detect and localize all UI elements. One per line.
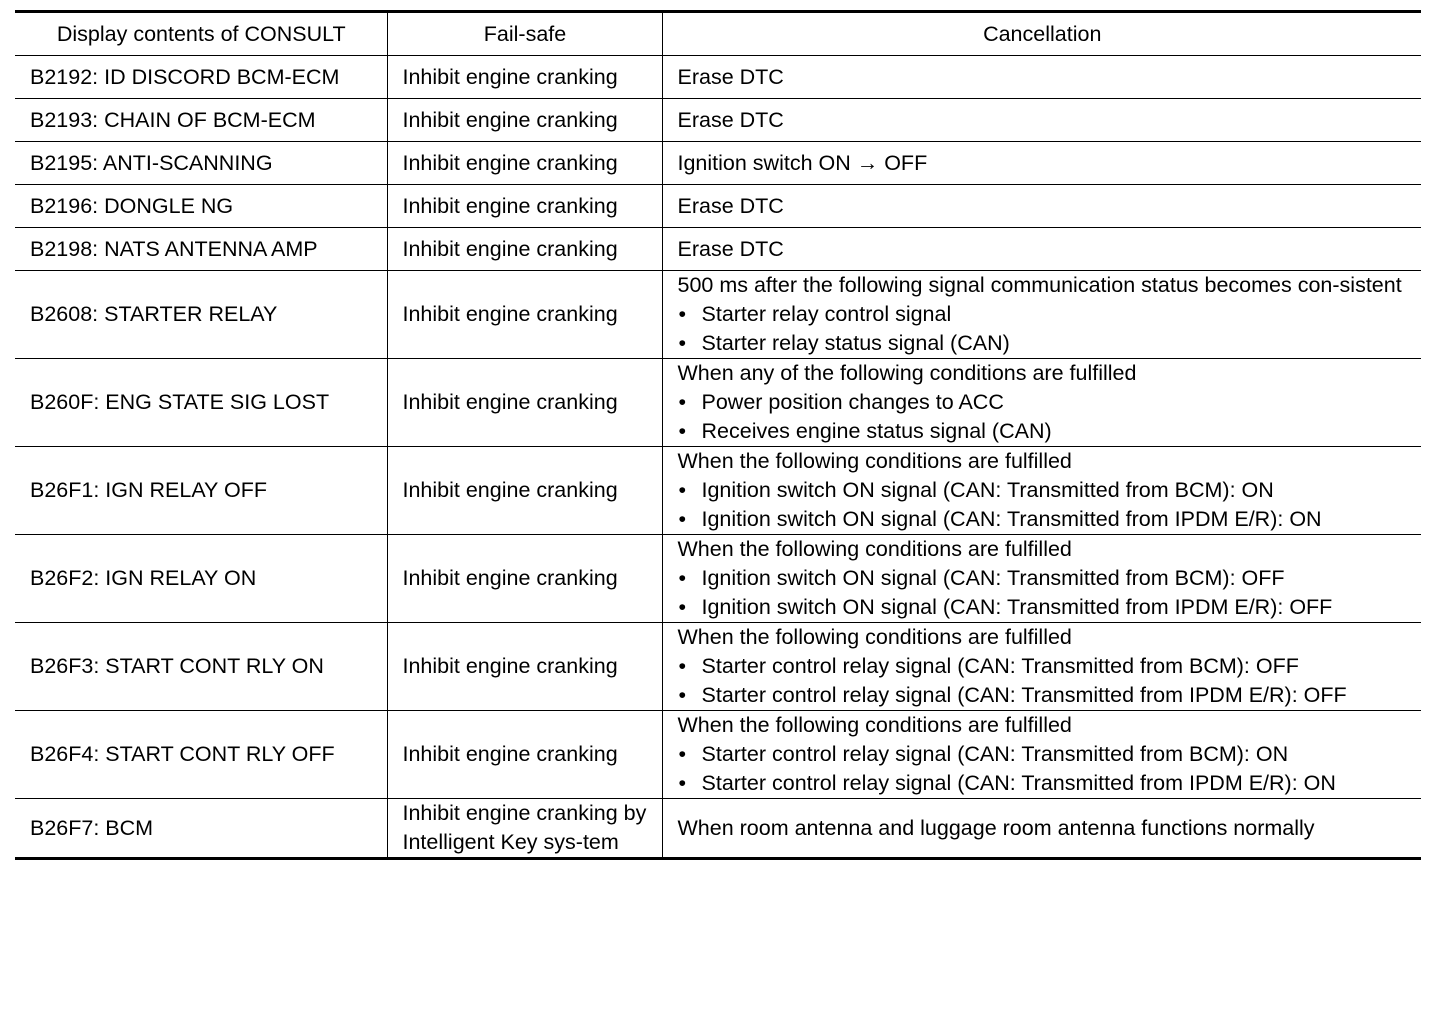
- fail-safe-cell: Inhibit engine cranking: [387, 359, 662, 447]
- table-row: [15, 56, 1421, 99]
- cancellation-cell: [662, 711, 1421, 799]
- cancellation-text: Erase DTC: [677, 193, 784, 218]
- cancellation-conditions-list: [678, 388, 1408, 446]
- fail-safe-cell: Inhibit engine cranking: [387, 185, 662, 228]
- cancellation-cell: [662, 185, 1421, 228]
- dtc-display-cell: B26F3: START CONT RLY ON: [15, 623, 387, 711]
- fail-safe-cell: Inhibit engine cranking: [387, 56, 662, 99]
- cancellation-cell: [662, 228, 1421, 271]
- cancellation-conditions-list: [678, 564, 1408, 622]
- cancellation-text: Ignition switch ON → OFF: [677, 150, 928, 175]
- cancellation-condition-item: • Ignition switch ON signal (CAN: Transmitted from BCM): ON: [678, 476, 1408, 505]
- cancellation-condition-item: • Receives engine status signal (CAN): [678, 417, 1408, 446]
- fail-safe-cell: Inhibit engine cranking: [387, 711, 662, 799]
- table-row: [15, 359, 1421, 447]
- cancellation-condition-item: • Ignition switch ON signal (CAN: Transmitted from IPDM E/R): OFF: [678, 593, 1408, 622]
- cancellation-text: When the following conditions are fulfilled: [677, 625, 1072, 649]
- cancellation-text: When the following conditions are fulfilled: [677, 537, 1072, 561]
- table-row: [15, 447, 1421, 535]
- table-row: [15, 185, 1421, 228]
- dtc-display-cell: B26F4: START CONT RLY OFF: [15, 711, 387, 799]
- dtc-display-cell: B2195: ANTI-SCANNING: [15, 142, 387, 185]
- fail-safe-cell: Inhibit engine cranking: [387, 535, 662, 623]
- cancellation-condition-item: • Ignition switch ON signal (CAN: Transmitted from IPDM E/R): ON: [678, 505, 1408, 534]
- fail-safe-cell: Inhibit engine cranking: [387, 447, 662, 535]
- cancellation-condition-item: • Starter relay status signal (CAN): [678, 329, 1408, 358]
- cancellation-condition-item: • Starter control relay signal (CAN: Transmitted from BCM): ON: [678, 740, 1408, 769]
- cancellation-cell: [662, 447, 1421, 535]
- table-row: [15, 228, 1421, 271]
- cancellation-cell: [662, 535, 1421, 623]
- dtc-display-cell: B2196: DONGLE NG: [15, 185, 387, 228]
- cancellation-cell: [662, 142, 1421, 185]
- cancellation-conditions-list: [678, 652, 1408, 710]
- failsafe-table: [15, 10, 1421, 860]
- cancellation-condition-item: • Starter control relay signal (CAN: Transmitted from IPDM E/R): OFF: [678, 681, 1408, 710]
- cancellation-text: When the following conditions are fulfilled: [677, 449, 1072, 473]
- cancellation-condition-item: • Starter control relay signal (CAN: Transmitted from BCM): OFF: [678, 652, 1408, 681]
- cancellation-text: When the following conditions are fulfilled: [677, 713, 1072, 737]
- dtc-display-cell: B26F1: IGN RELAY OFF: [15, 447, 387, 535]
- cancellation-conditions-list: [678, 740, 1408, 798]
- header-row: [15, 12, 1421, 56]
- table-row: [15, 142, 1421, 185]
- cancellation-cell: [662, 359, 1421, 447]
- table-row: [15, 623, 1421, 711]
- cancellation-cell: [662, 56, 1421, 99]
- header-fail-safe: Fail-safe: [387, 12, 662, 56]
- cancellation-conditions-list: [678, 300, 1408, 358]
- cancellation-condition-item: • Ignition switch ON signal (CAN: Transmitted from BCM): OFF: [678, 564, 1408, 593]
- cancellation-text: Erase DTC: [677, 107, 784, 132]
- cancellation-condition-item: • Power position changes to ACC: [678, 388, 1408, 417]
- cancellation-conditions-list: [678, 476, 1408, 534]
- dtc-display-cell: B2192: ID DISCORD BCM-ECM: [15, 56, 387, 99]
- cancellation-text: When room antenna and luggage room antenna functions normally: [677, 815, 1315, 840]
- table-row: [15, 99, 1421, 142]
- cancellation-condition-item: • Starter control relay signal (CAN: Transmitted from IPDM E/R): ON: [678, 769, 1408, 798]
- dtc-display-cell: B26F2: IGN RELAY ON: [15, 535, 387, 623]
- cancellation-cell: [662, 799, 1421, 859]
- fail-safe-cell: Inhibit engine cranking: [387, 228, 662, 271]
- dtc-display-cell: B2608: STARTER RELAY: [15, 271, 387, 359]
- table-row: [15, 711, 1421, 799]
- table-row: [15, 271, 1421, 359]
- dtc-display-cell: B260F: ENG STATE SIG LOST: [15, 359, 387, 447]
- dtc-display-cell: B2198: NATS ANTENNA AMP: [15, 228, 387, 271]
- cancellation-text: Erase DTC: [677, 64, 784, 89]
- table-row: [15, 535, 1421, 623]
- cancellation-text: When any of the following conditions are fulfilled: [677, 361, 1137, 385]
- fail-safe-cell: Inhibit engine cranking: [387, 271, 662, 359]
- dtc-display-cell: B2193: CHAIN OF BCM-ECM: [15, 99, 387, 142]
- cancellation-text: 500 ms after the following signal communication status becomes con-sistent: [677, 273, 1402, 297]
- fail-safe-cell: Inhibit engine cranking: [387, 623, 662, 711]
- header-cancellation: Cancellation: [662, 12, 1421, 56]
- dtc-display-cell: B26F7: BCM: [15, 799, 387, 859]
- cancellation-condition-item: • Starter relay control signal: [678, 300, 1408, 329]
- header-display-contents: Display contents of CONSULT: [15, 12, 387, 56]
- cancellation-cell: [662, 271, 1421, 359]
- fail-safe-cell: Inhibit engine cranking by Intelligent Key sys-tem: [387, 799, 662, 859]
- fail-safe-cell: Inhibit engine cranking: [387, 99, 662, 142]
- table-row: [15, 799, 1421, 859]
- cancellation-cell: [662, 99, 1421, 142]
- fail-safe-cell: Inhibit engine cranking: [387, 142, 662, 185]
- cancellation-cell: [662, 623, 1421, 711]
- cancellation-text: Erase DTC: [677, 236, 784, 261]
